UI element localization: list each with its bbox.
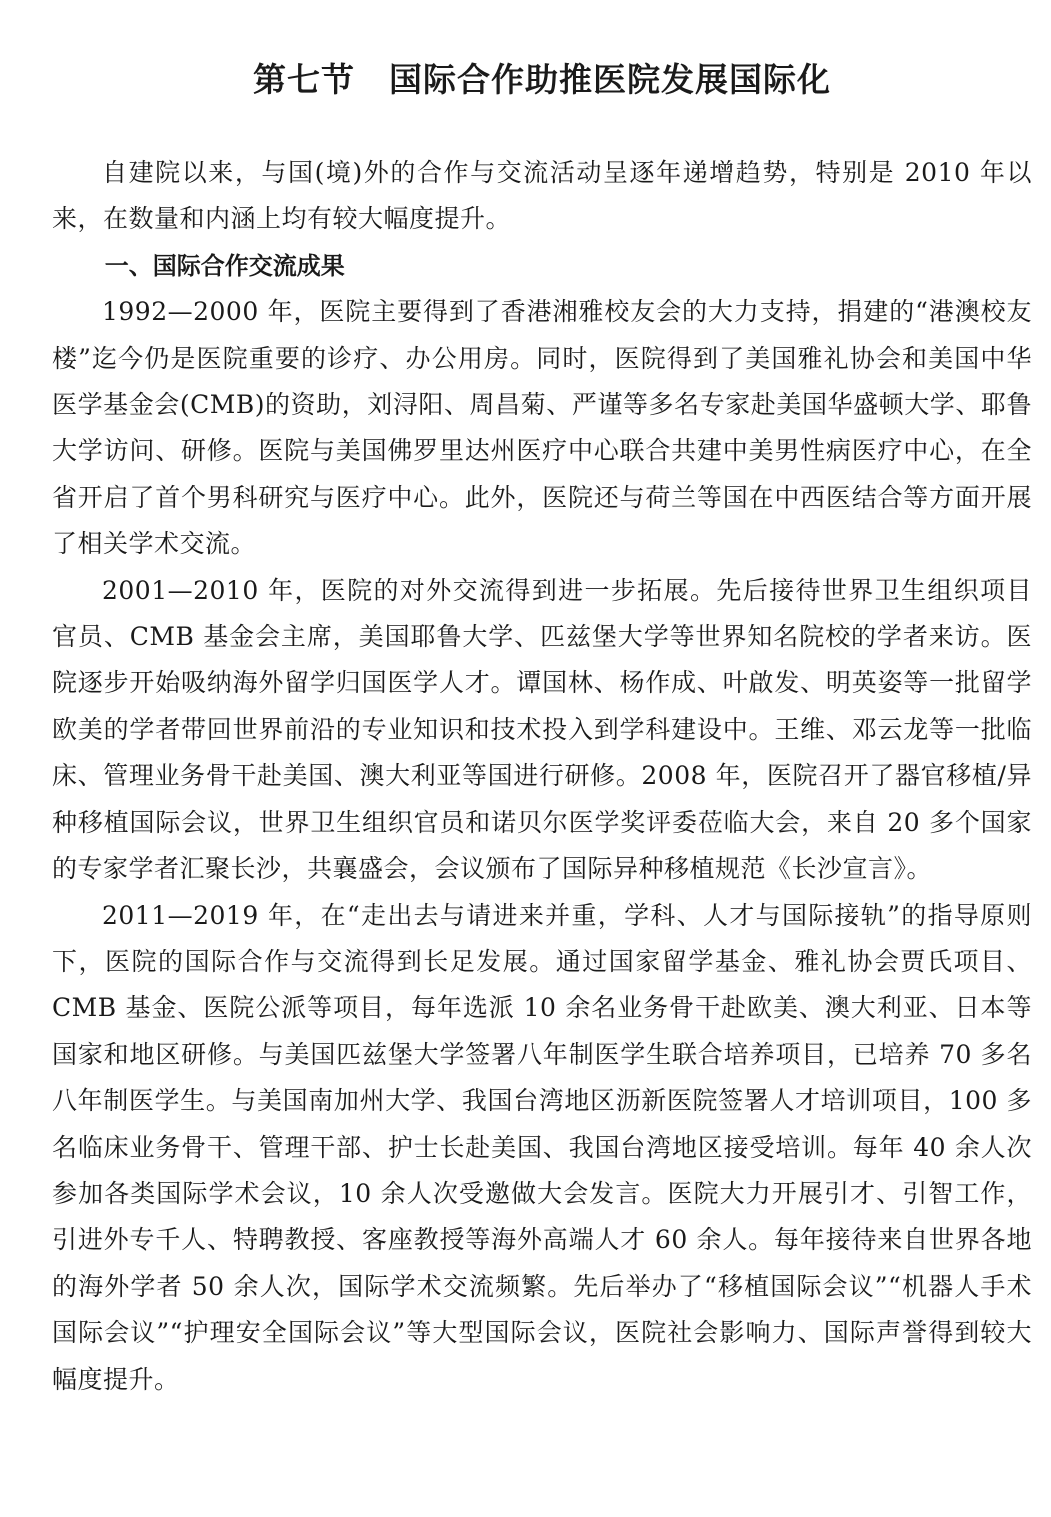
paragraph-2011-2019: 2011—2019 年，在“走出去与请进来并重，学科、人才与国际接轨”的指导原则下，医院的国际合作与交流得到长足发展。通过国家留学基金、雅礼协会贾氏项目、CMB 基金、医院公派等项目，每年选派 10 余名业务骨干赴欧美、澳大利亚、日本等国家和地区研修。与美国匹兹堡大学签署八年制医学生联合培养项目，已培养 70 多名八年制医学生。与美国南加州大学、我国台湾地区沥新医院签署人才培训项目，100 多名临床业务骨干、管理干部、护士长赴美国、我国台湾地区接受培训。每年 40 余人次参加各类国际学术会议，10 余人次受邀做大会发言。医院大力开展引才、引智工作，引进外专千人、特聘教授、客座教授等海外高端人才 60 余人。每年接待来自世界各地的海外学者 50 余人次，国际学术交流频繁。先后举办了“移植国际会议”“机器人手术国际会议”“护理安全国际会议”等大型国际会议，医院社会影响力、国际声誉得到较大幅度提升。 [52,900,1032,1394]
paragraph-1992-2000: 1992—2000 年，医院主要得到了香港湘雅校友会的大力支持，捐建的“港澳校友楼”迄今仍是医院重要的诊疗、办公用房。同时，医院得到了美国雅礼协会和美国中华医学基金会(CMB)的资助，刘浔阳、周昌菊、严谨等多名专家赴美国华盛顿大学、耶鲁大学访问、研修。医院与美国佛罗里达州医疗中心联合共建中美男性病医疗中心，在全省开启了首个男科研究与医疗中心。此外，医院还与荷兰等国在中西医结合等方面开展了相关学术交流。 [52,297,1032,559]
paragraph-2001-2010: 2001—2010 年，医院的对外交流得到进一步拓展。先后接待世界卫生组织项目官员、CMB 基金会主席，美国耶鲁大学、匹兹堡大学等世界知名院校的学者来访。医院逐步开始吸纳海外留学归国医学人才。谭国林、杨作成、叶啟发、明英姿等一批留学欧美的学者带回世界前沿的专业知识和技术投入到学科建设中。王维、邓云龙等一批临床、管理业务骨干赴美国、澳大利亚等国进行研修。2008 年，医院召开了器官移植/异种移植国际会议，世界卫生组织官员和诺贝尔医学奖评委莅临大会，来自 20 多个国家的专家学者汇聚长沙，共襄盛会，会议颁布了国际异种移植规范《长沙宣言》。 [52,575,1032,884]
intro-paragraph: 自建院以来，与国(境)外的合作与交流活动呈逐年递增趋势，特别是 2010 年以来，在数量和内涵上均有较大幅度提升。 [52,158,1032,234]
subsection-heading: 一、国际合作交流成果 [104,251,345,280]
section-title: 第七节 国际合作助推医院发展国际化 [253,60,831,99]
document-page [52,52,1032,1403]
